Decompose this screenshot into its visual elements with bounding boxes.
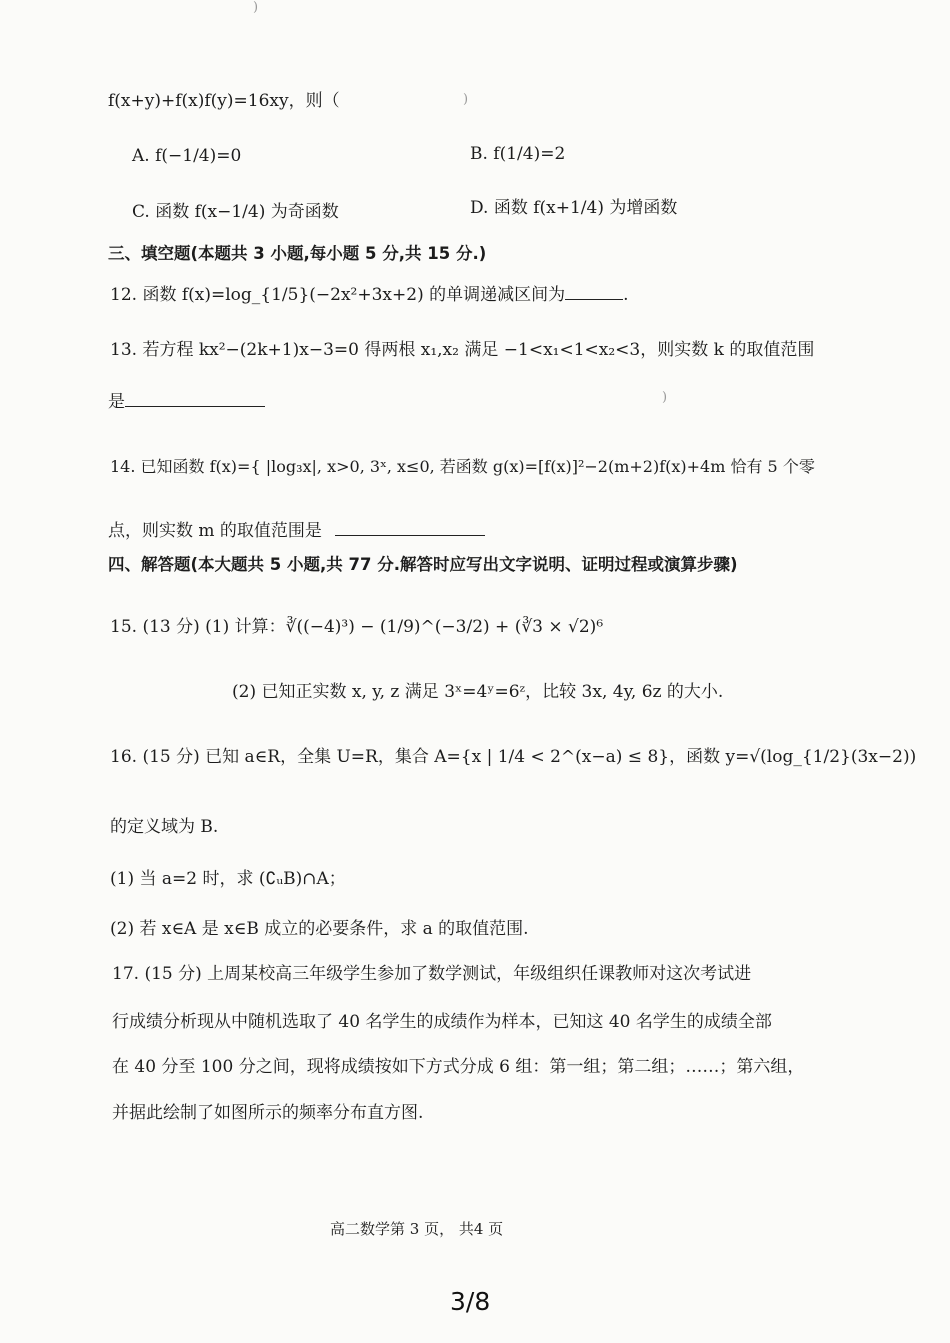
q14-line-1: 14. 已知函数 f(x)={ |log₃x|, x>0, 3ˣ, x≤0, 若函数 g(x)=[f(x)]²−2(m+2)f(x)+4m 恰有 5 个零 — [110, 457, 815, 476]
q12-end: . — [623, 285, 629, 305]
q13-line-2 — [108, 390, 265, 414]
q15-part-1: 15. (13 分) (1) 计算：∛((−4)³) − (1/9)^(−3/2) + (∛3 × √2)⁶ — [110, 617, 604, 637]
page-footer: 高二数学第 3 页， 共4 页 — [330, 1220, 504, 1238]
q11-stem: f(x+y)+f(x)f(y)=16xy，则（ — [108, 91, 340, 111]
q12-label: 12. 函数 f(x)=log_{1/5}(−2x²+3x+2) 的单调递减区间为 — [110, 285, 566, 305]
q12-answer-blank — [565, 283, 623, 300]
q12-text — [110, 283, 629, 307]
q11-option-d: D. 函数 f(x+1/4) 为增函数 — [470, 198, 678, 218]
q16-line-2: 的定义域为 B. — [110, 817, 219, 837]
page-number: 3/8 — [450, 1287, 491, 1316]
q13-line-1: 13. 若方程 kx²−(2k+1)x−3=0 得两根 x₁,x₂ 满足 −1<x₁<1<x₂<3，则实数 k 的取值范围 — [110, 340, 815, 360]
q16-sub-1: (1) 当 a=2 时，求 (∁ᵤB)∩A； — [110, 869, 346, 889]
q11-option-c: C. 函数 f(x−1/4) 为奇函数 — [132, 202, 339, 222]
q11-option-a: A. f(−1/4)=0 — [132, 146, 242, 166]
scan-mark: ) — [662, 390, 668, 405]
q13-label: 是 — [108, 392, 125, 412]
q14-line-2 — [108, 519, 485, 543]
q14-label: 点，则实数 m 的取值范围是 — [108, 521, 322, 541]
q15-part-2: (2) 已知正实数 x, y, z 满足 3ˣ=4ʸ=6ᶻ，比较 3x, 4y, 6z 的大小. — [232, 682, 724, 702]
q17-line-3: 在 40 分至 100 分之间，现将成绩按如下方式分成 6 组：第一组；第二组；……；第六组， — [112, 1057, 805, 1077]
q17-line-4: 并据此绘制了如图所示的频率分布直方图. — [112, 1103, 424, 1123]
q11-option-b: B. f(1/4)=2 — [470, 144, 566, 164]
q14-answer-blank — [335, 519, 485, 536]
scan-mark: ) — [253, 0, 259, 15]
scan-mark: ) — [463, 92, 469, 107]
q13-answer-blank — [125, 390, 265, 407]
q17-line-2: 行成绩分析现从中随机选取了 40 名学生的成绩作为样本，已知这 40 名学生的成绩全部 — [112, 1012, 772, 1032]
q16-line-1: 16. (15 分) 已知 a∈R，全集 U=R，集合 A={x | 1/4 < 2^(x−a) ≤ 8}，函数 y=√(log_{1/2}(3x−2)) — [110, 747, 917, 767]
section-4-heading: 四、解答题(本大题共 5 小题,共 77 分.解答时应写出文字说明、证明过程或演算步骤) — [108, 555, 738, 574]
q17-line-1: 17. (15 分) 上周某校高三年级学生参加了数学测试，年级组织任课教师对这次考试进 — [112, 964, 752, 984]
q16-sub-2: (2) 若 x∈A 是 x∈B 成立的必要条件，求 a 的取值范围. — [110, 919, 529, 939]
section-3-heading: 三、填空题(本题共 3 小题,每小题 5 分,共 15 分.) — [108, 244, 487, 263]
